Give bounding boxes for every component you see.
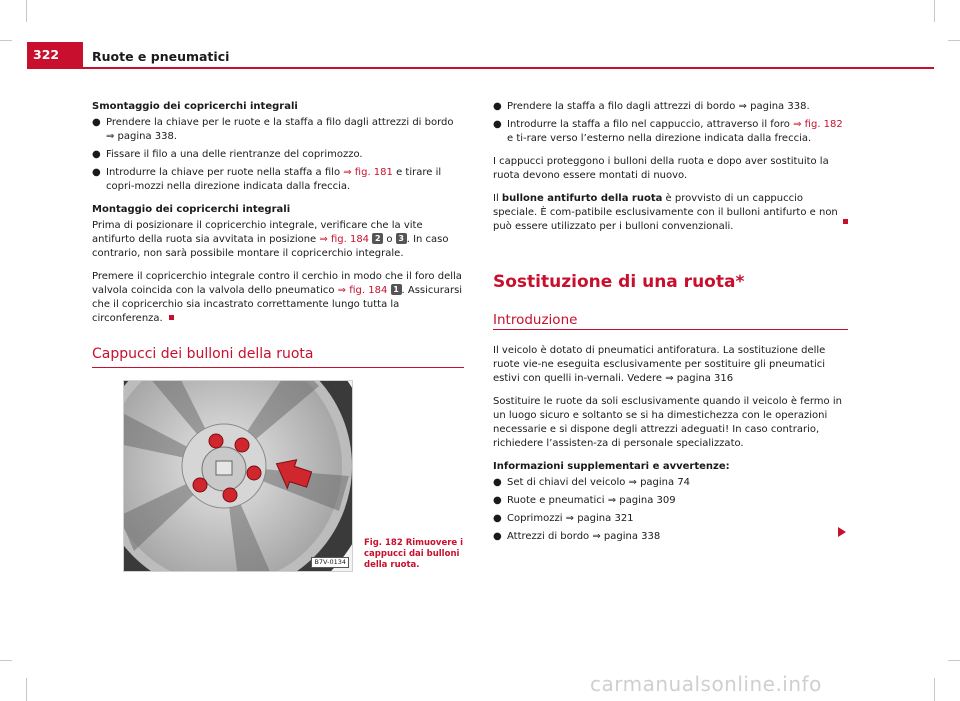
paragraph-text: . Assicurarsi che il copricerchio sia incastrato correttamente lungo tutta la circonferenza.: [92, 285, 463, 324]
section-title: Cappucci dei bulloni della ruota: [92, 346, 314, 362]
bullet: ●: [493, 477, 502, 488]
paragraph-text: Prima di posizionare il copricerchio integrale, verificare che la vite antifurto della ruota sia avvitata in posizione: [92, 220, 423, 245]
wheel-figure: [123, 380, 353, 572]
list-item: [493, 118, 848, 146]
intro-block: [493, 344, 848, 548]
list-item-text: Introdurre la staffa a filo nel cappuccio, attraverso il foro: [507, 119, 794, 130]
list-item: [493, 476, 848, 490]
chapter-title: Sostituzione di una ruota*: [493, 272, 745, 292]
list-item: [92, 166, 464, 194]
bullet: ●: [493, 495, 502, 506]
list-item: [92, 116, 464, 144]
list-item-text: Introdurre la chiave per ruote nella staffa a filo: [106, 167, 344, 178]
montaggio-heading: Montaggio dei copricerchi integrali: [92, 204, 291, 215]
callout-number: 1: [391, 284, 402, 295]
right-column: [493, 100, 848, 243]
bullet: ●: [92, 167, 101, 178]
figure-link[interactable]: ⇒ fig. 184: [319, 234, 370, 245]
crop-mark: [0, 660, 12, 661]
list-item-text: e ti-rare verso l’esterno nella direzione indicata dalla freccia.: [507, 133, 812, 144]
paragraph-text: è provvisto di un cappuccio speciale. È com-patibile esclusivamente con il bulloni antifurto e non può essere utilizzato per i bulloni convenzionali.: [493, 193, 838, 232]
montaggio-paragraph: [92, 219, 464, 261]
crop-mark: [934, 0, 935, 22]
page-link[interactable]: ⇒ pagina 338.: [106, 131, 178, 142]
section-rule: [92, 367, 464, 368]
bold-term: bullone antifurto della ruota: [501, 193, 663, 204]
crop-mark: [948, 660, 960, 661]
bullet: ●: [92, 117, 101, 128]
left-column: [92, 100, 464, 335]
smontaggio-heading: Smontaggio dei copricerchi integrali: [92, 101, 298, 112]
header-rule: [27, 67, 934, 69]
paragraph-text: Il: [493, 193, 502, 204]
figure-link[interactable]: ⇒ fig. 184: [337, 285, 388, 296]
bullet: ●: [493, 531, 502, 542]
callout-number: 2: [372, 233, 383, 244]
list-item-text: Fissare il filo a una delle rientranze del coprimozzo.: [106, 149, 363, 160]
list-item-text: Coprimozzi ⇒ pagina 321: [507, 513, 634, 524]
figure-link[interactable]: ⇒ fig. 181: [343, 167, 393, 178]
paragraph: I cappucci proteggono i bulloni della ruota e dopo aver sostituito la ruota devono essere montati di nuovo.: [493, 156, 829, 181]
figure-caption: Fig. 182 Rimuovere i cappucci dai bulloni della ruota.: [364, 538, 464, 570]
page-title: Ruote e pneumatici: [92, 49, 230, 64]
montaggio-paragraph: [92, 270, 464, 326]
figure-code: B7V-0134: [311, 557, 349, 568]
wheel-illustration: [124, 381, 352, 571]
section-rule: [493, 329, 848, 330]
list-item: [493, 530, 848, 544]
crop-mark: [26, 0, 27, 22]
paragraph-text: o: [383, 234, 396, 245]
info-heading: Informazioni supplementari e avvertenze:: [493, 461, 730, 472]
figure-link[interactable]: ⇒ fig. 182: [793, 119, 843, 130]
callout-number: 3: [396, 233, 407, 244]
crop-mark: [948, 40, 960, 41]
crop-mark: [26, 678, 27, 701]
bullet: ●: [493, 101, 502, 112]
bullet: ●: [493, 513, 502, 524]
paragraph: [493, 192, 848, 234]
list-item-text: Ruote e pneumatici ⇒ pagina 309: [507, 495, 676, 506]
bullet: ●: [92, 149, 101, 160]
page-number: 322: [27, 42, 83, 68]
list-item-text: Attrezzi di bordo ⇒ pagina 338: [507, 531, 661, 542]
crop-mark: [934, 678, 935, 701]
bullet: ●: [493, 119, 502, 130]
paragraph: Sostituire le ruote da soli esclusivamente quando il veicolo è fermo in un luogo sicuro e soltanto se si ha dimestichezza con le operazioni necessarie e si dispone degli attrezzi adeguati! In caso contrario, richiedere l’assisten-za di personale specializzato.: [493, 396, 842, 449]
paragraph-text: . In caso contrario, non sarà possibile montare il copricerchio integrale.: [92, 234, 449, 259]
list-item: [92, 148, 464, 162]
paragraph: Il veicolo è dotato di pneumatici antiforatura. La sostituzione delle ruote vie-ne eseguita esclusivamente per sostituire gli pneumatici estivi con quelli in-vernali. Vedere ⇒ pagina 316: [493, 345, 826, 384]
list-item-text: Prendere la chiave per le ruote e la staffa a filo dagli attrezzi di bordo: [106, 117, 454, 128]
list-item-text: Set di chiavi del veicolo ⇒ pagina 74: [507, 477, 691, 488]
end-mark: [843, 219, 848, 224]
list-item: [493, 100, 848, 114]
continue-arrow-icon: [838, 527, 846, 537]
paragraph-text: Premere il copricerchio integrale contro il cerchio in modo che il foro della valvola coincida con la valvola dello pneumatico: [92, 271, 462, 296]
crop-mark: [0, 40, 12, 41]
list-item-text: Prendere la staffa a filo dagli attrezzi di bordo ⇒ pagina 338.: [507, 101, 810, 112]
list-item: [493, 512, 848, 526]
end-mark: [169, 315, 174, 320]
watermark: carmanualsonline.info: [590, 672, 822, 696]
list-item-text: e tirare il copri-mozzi nella direzione indicata dalla freccia.: [106, 167, 442, 192]
section-title: Introduzione: [493, 312, 578, 328]
list-item: [493, 494, 848, 508]
